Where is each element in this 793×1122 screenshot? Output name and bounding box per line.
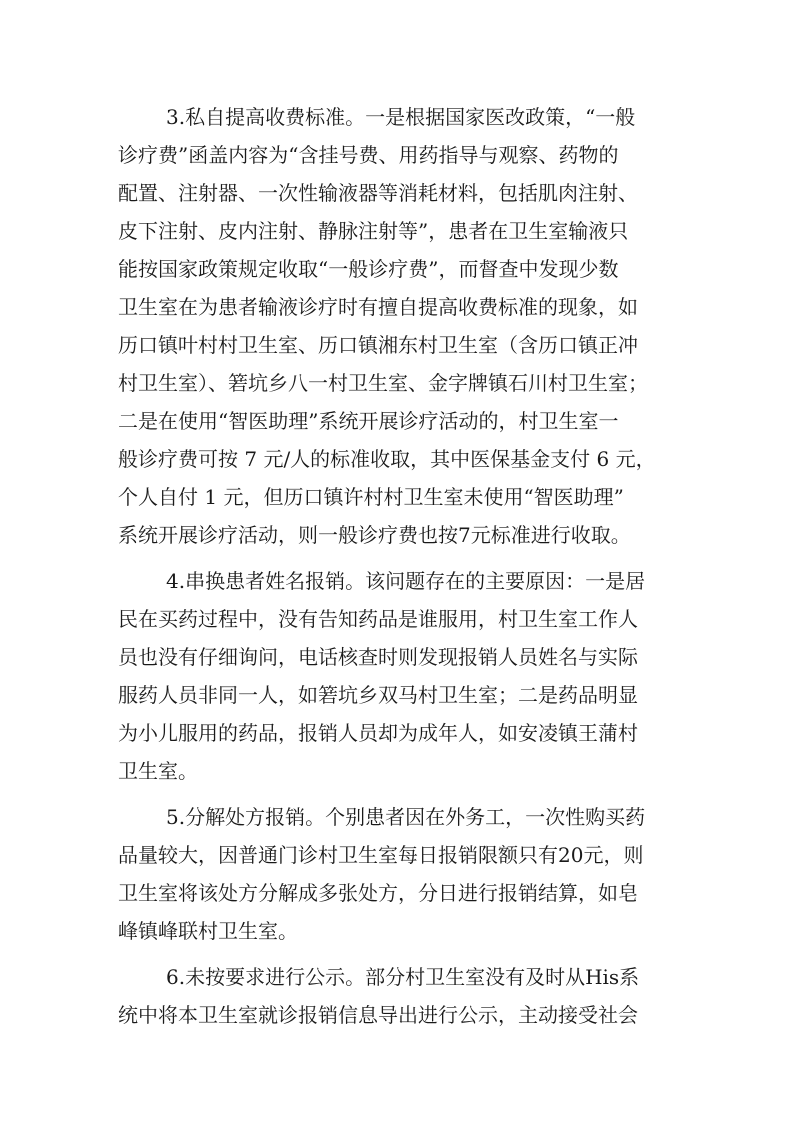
paragraph-line: 服药人员非同一人，如箬坑乡双马村卫生室；二是药品明显 bbox=[118, 683, 638, 707]
paragraph-gap bbox=[118, 790, 684, 798]
paragraph-line: 系统开展诊疗活动，则一般诊疗费也按7元标准进行收取。 bbox=[118, 523, 631, 547]
paragraph-line: 员也没有仔细询问，电话核查时则发现报销人员姓名与实际 bbox=[118, 645, 638, 669]
paragraph-line: 卫生室将该处方分解成多张处方，分日进行报销结算，如皂 bbox=[118, 881, 638, 905]
paragraph-line: 民在买药过程中，没有告知药品是谁服用，村卫生室工作人 bbox=[118, 607, 638, 631]
paragraph-name-swap bbox=[118, 562, 684, 790]
paragraph-line: 皮下注射、皮内注射、静脉注射等”，患者在卫生室输液只 bbox=[118, 219, 629, 243]
paragraph-line: 峰镇峰联村卫生室。 bbox=[118, 919, 298, 943]
paragraph-line: 6.未按要求进行公示。部分村卫生室没有及时从His系 bbox=[166, 965, 640, 989]
paragraph-fee-standard bbox=[118, 98, 684, 554]
paragraph-line: 为小儿服用的药品，报销人员却为成年人，如安凌镇王蒲村 bbox=[118, 721, 638, 745]
paragraph-line: 统中将本卫生室就诊报销信息导出进行公示，主动接受社会 bbox=[118, 1003, 638, 1027]
paragraph-publicity bbox=[118, 958, 684, 1034]
paragraph-line: 卫生室在为患者输液诊疗时有擅自提高收费标准的现象，如 bbox=[118, 295, 638, 319]
paragraph-line: 5.分解处方报销。个别患者因在外务工，一次性购买药 bbox=[166, 805, 646, 829]
paragraph-line: 3.私自提高收费标准。一是根据国家医改政策，“一般 bbox=[166, 105, 636, 129]
paragraph-line: 二是在使用“智医助理”系统开展诊疗活动的，村卫生室一 bbox=[118, 409, 619, 433]
paragraph-line: 能按国家政策规定收取“一般诊疗费”，而督查中发现少数 bbox=[118, 257, 619, 281]
paragraph-line: 村卫生室）、箬坑乡八一村卫生室、金字牌镇石川村卫生室； bbox=[118, 371, 648, 395]
paragraph-line: 配置、注射器、一次性输液器等消耗材料，包括肌肉注射、 bbox=[118, 181, 638, 205]
paragraph-gap bbox=[118, 950, 684, 958]
paragraph-line: 4.串换患者姓名报销。该问题存在的主要原因：一是居 bbox=[166, 569, 646, 593]
paragraph-line: 般诊疗费可按 7 元/人的标准收取，其中医保基金支付 6 元， bbox=[118, 447, 656, 471]
paragraph-gap bbox=[118, 554, 684, 562]
paragraph-line: 个人自付 1 元，但历口镇许村村卫生室未使用“智医助理” bbox=[118, 485, 624, 509]
paragraph-line: 诊疗费”函盖内容为“含挂号费、用药指导与观察、药物的 bbox=[118, 143, 619, 167]
paragraph-split-prescription bbox=[118, 798, 684, 950]
paragraph-line: 卫生室。 bbox=[118, 759, 198, 783]
document-body bbox=[118, 98, 684, 1034]
paragraph-line: 历口镇叶村村卫生室、历口镇湘东村卫生室（含历口镇正冲 bbox=[118, 333, 638, 357]
paragraph-line: 品量较大，因普通门诊村卫生室每日报销限额只有20元，则 bbox=[118, 843, 644, 867]
